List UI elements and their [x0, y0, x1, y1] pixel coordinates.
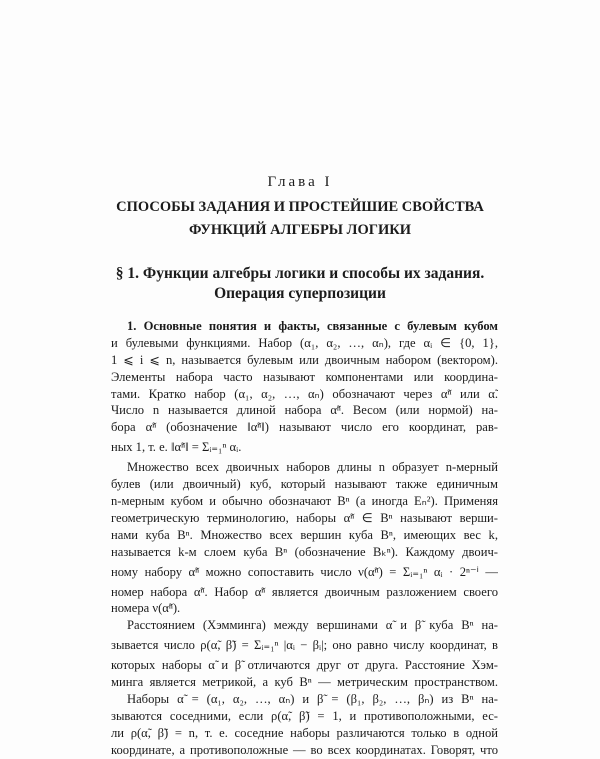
text-line: координате, а противоположные — во всех координатах. Говорят, что [111, 742, 498, 757]
text-line: 1. Основные понятия и факты, связанные с булевым кубом [127, 319, 498, 333]
chapter-title-line: СПОСОБЫ ЗАДАНИЯ И ПРОСТЕЙШИЕ СВОЙСТВА [116, 199, 484, 215]
text-line: номер набора α̃ⁿ. Набор α̃ⁿ является двоичным разложением своего [111, 584, 498, 599]
text-line: ному набору α̃ⁿ можно сопоставить число ν(α̃ⁿ) = Σᵢ₌₁ⁿ αᵢ · 2ⁿ⁻ⁱ — [111, 564, 498, 579]
text-line: ли ρ(α̃, β̃) = n, т. е. соседние наборы различаются только в одной [111, 725, 498, 740]
text-line: бора α̃ⁿ (обозначение ‖α̃ⁿ‖) называют число его координат, рав- [111, 420, 498, 435]
text-line: булев (или двоичный) куб, который называют также единичным [111, 477, 498, 492]
text-line: зывается число ρ(α̃, β̃) = Σᵢ₌₁ⁿ |αᵢ − βᵢ|; оно равно числу координат, в [111, 638, 498, 653]
chapter-title [60, 196, 540, 242]
chapter-title-line: ФУНКЦИЙ АЛГЕБРЫ ЛОГИКИ [188, 222, 412, 238]
text-line: зываются соседними, если ρ(α̃, β̃) = 1, и противоположными, ес- [111, 708, 498, 723]
text-line: n-мерным кубом и обычно обозначают Bⁿ (а иногда Eₙ²). Применяя [111, 494, 498, 509]
section-title [90, 264, 510, 304]
text-line: минга является метрикой, а куб Bⁿ — метрическим пространством. [111, 675, 498, 690]
text-line: геометрическую терминологию, наборы α̃ⁿ ∈ Bⁿ называют верши- [111, 510, 498, 525]
text-line: тами. Кратко набор (α₁, α₂, …, αₙ) обозначают через α̃ⁿ или α̃. [111, 386, 498, 401]
text-line: которых наборы α̃ и β̃ отличаются друг от друга. Расстояние Хэм- [111, 658, 498, 673]
text-line: Расстоянием (Хэмминга) между вершинами α̃ и β̃ куба Bⁿ на- [127, 618, 498, 633]
text-line: и булевыми функциями. Набор (α₁, α₂, …, αₙ), где αᵢ ∈ {0, 1}, [111, 335, 498, 350]
text-line: номера ν(α̃ⁿ). [111, 601, 181, 616]
section-title-line: Операция суперпозиции [214, 285, 386, 302]
section-title-line: § 1. Функции алгебры логики и способы их задания. [115, 265, 485, 282]
body-text [111, 318, 498, 759]
text-line: называется k-м слоем куба Bⁿ (обозначение Bₖⁿ). Каждому двоич- [111, 544, 498, 559]
text-line: Элементы набора часто называют компонентами или координа- [111, 369, 498, 384]
text-line: ных 1, т. е. ‖α̃ⁿ‖ = Σᵢ₌₁ⁿ αᵢ. [111, 440, 242, 455]
text-line: 1 ⩽ i ⩽ n, называется булевым или двоичным набором (вектором). [111, 352, 498, 367]
text-line: нами куба Bⁿ. Множество всех вершин куба Bⁿ, имеющих вес k, [111, 527, 498, 542]
text-line: Множество всех двоичных наборов длины n образует n-мерный [127, 460, 498, 475]
chapter-number: Глава I [267, 174, 333, 190]
text-line: Наборы α̃ = (α₁, α₂, …, αₙ) и β̃ = (β₁, β₂, …, βₙ) из Bⁿ на- [127, 692, 498, 707]
text-line: Число n называется длиной набора α̃ⁿ. Весом (или нормой) на- [111, 403, 498, 418]
